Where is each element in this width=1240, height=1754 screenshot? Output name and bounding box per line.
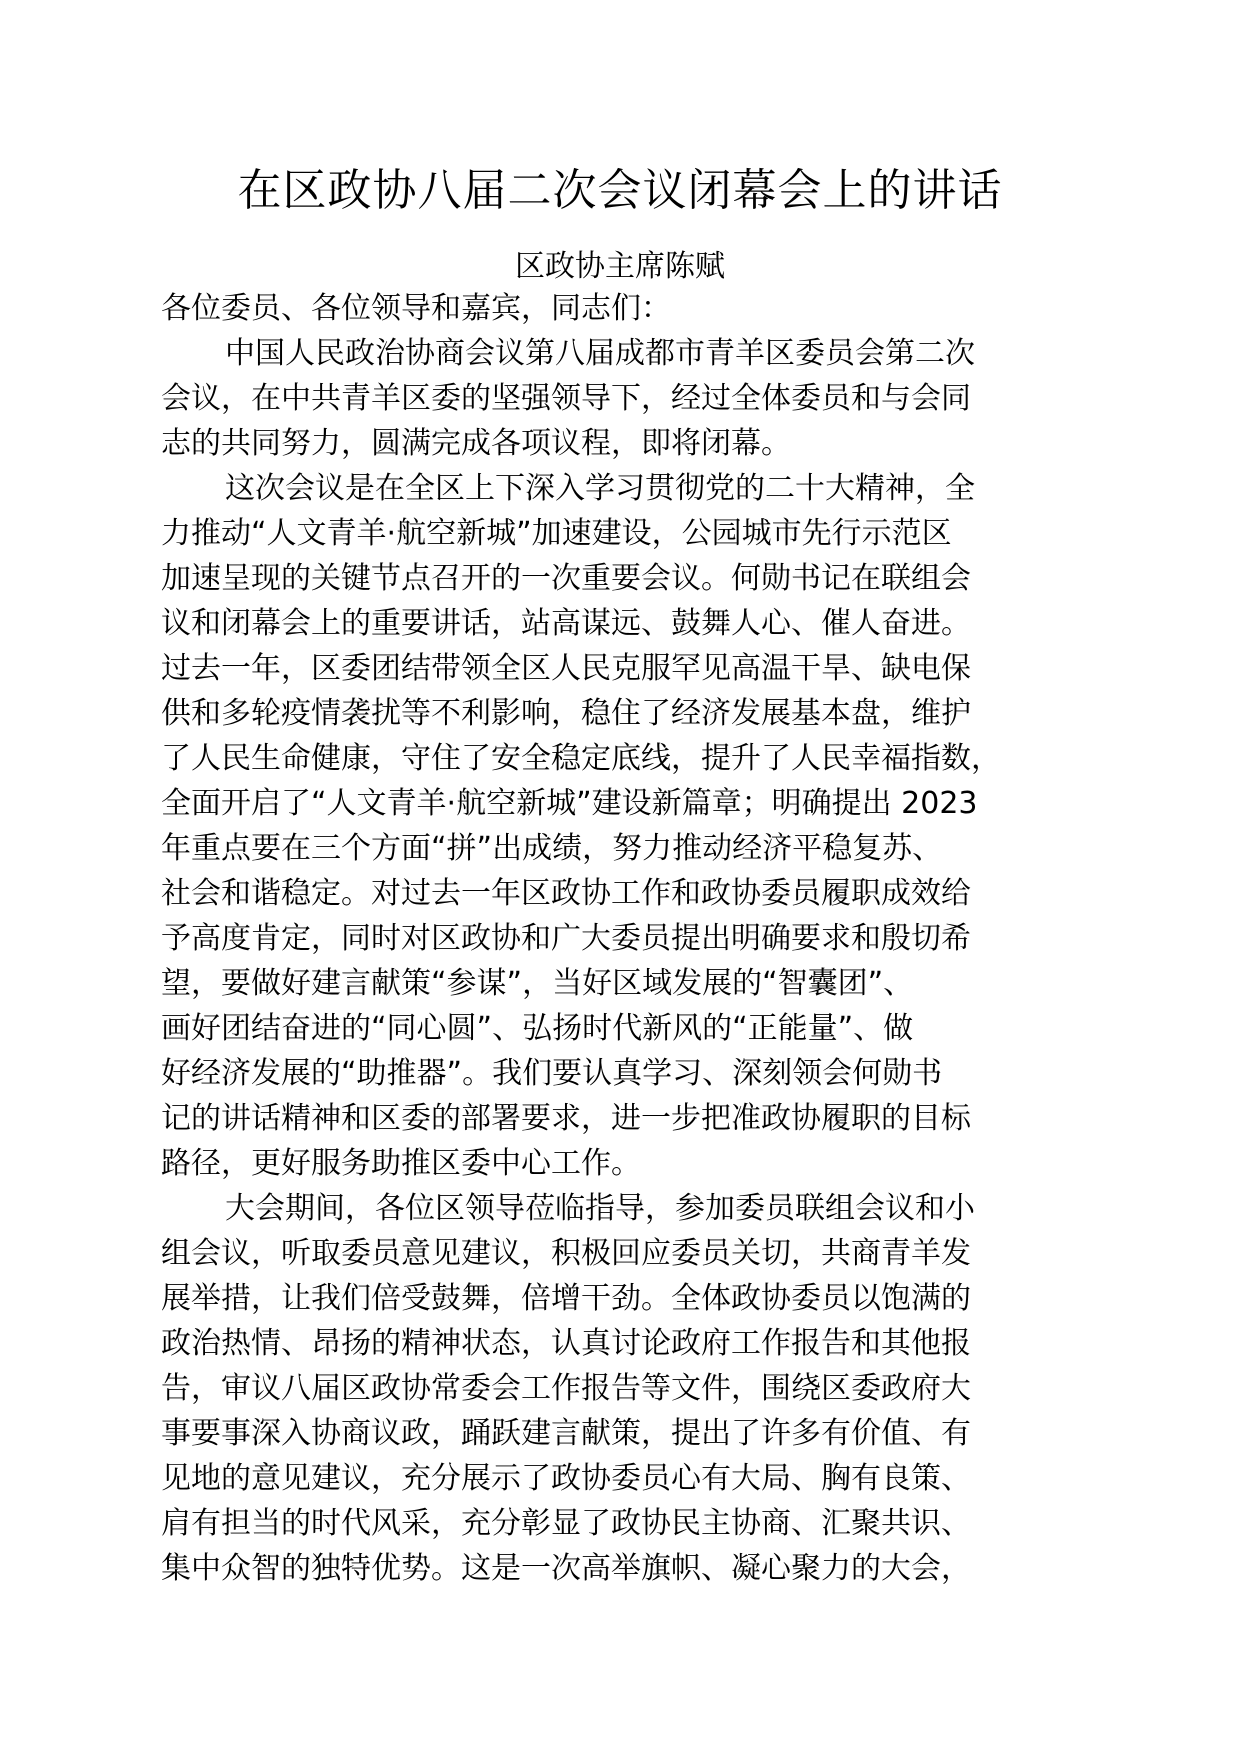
paragraph-line: 社会和谐稳定。对过去一年区政协工作和政协委员履职成效给 [161,876,971,911]
paragraph-line: 加速呈现的关键节点召开的一次重要会议。何勋书记在联组会 [161,561,971,596]
document-title: 在区政协八届二次会议闭幕会上的讲话 [237,165,1003,216]
paragraph-line: 见地的意见建议，充分展示了政协委员心有大局、胸有良策、 [161,1461,971,1496]
paragraph-line: 望，要做好建言献策“参谋”，当好区域发展的“智囊团”、 [161,966,914,1001]
paragraph-line: 集中众智的独特优势。这是一次高举旗帜、凝心聚力的大会， [161,1551,971,1586]
document-body [161,286,1121,1591]
paragraph-line: 这次会议是在全区上下深入学习贯彻党的二十大精神，全 [225,471,975,506]
paragraph-line: 展举措，让我们倍受鼓舞，倍增干劲。全体政协委员以饱满的 [161,1281,971,1316]
paragraph-line: 告，审议八届区政协常委会工作报告等文件，围绕区委政府大 [161,1371,971,1406]
paragraph-line: 中国人民政治协商会议第八届成都市青羊区委员会第二次 [225,336,975,371]
paragraph-line: 志的共同努力，圆满完成各项议程，即将闭幕。 [161,426,791,461]
paragraph-1 [161,331,1121,466]
paragraph-line: 会议，在中共青羊区委的坚强领导下，经过全体委员和与会同 [161,381,971,416]
paragraph-line: 画好团结奋进的“同心圆”、弘扬时代新风的“正能量”、做 [161,1011,914,1046]
paragraph-line: 大会期间，各位区领导莅临指导，参加委员联组会议和小 [225,1191,975,1226]
paragraph-3 [161,1186,1121,1591]
paragraph-line: 好经济发展的“助推器”。我们要认真学习、深刻领会何勋书 [161,1056,943,1091]
paragraph-line: 肩有担当的时代风采，充分彰显了政协民主协商、汇聚共识、 [161,1506,971,1541]
author-line: 区政协主席陈赋 [515,249,725,284]
paragraph-line: 年重点要在三个方面“拼”出成绩，努力推动经济平稳复苏、 [161,831,943,866]
paragraph-line: 记的讲话精神和区委的部署要求，进一步把准政协履职的目标 [161,1101,971,1136]
paragraph-line: 事要事深入协商议政，踊跃建言献策，提出了许多有价值、有 [161,1416,971,1451]
paragraph-line: 政治热情、昂扬的精神状态，认真讨论政府工作报告和其他报 [161,1326,971,1361]
paragraph-line: 了人民生命健康，守住了安全稳定底线，提升了人民幸福指数， [161,741,1001,776]
salutation: 各位委员、各位领导和嘉宾，同志们： [161,291,671,326]
paragraph-line: 力推动“人文青羊·航空新城”加速建设，公园城市先行示范区 [161,516,952,551]
paragraph-line: 供和多轮疫情袭扰等不利影响，稳住了经济发展基本盘，维护 [161,696,971,731]
paragraph-line: 全面开启了“人文青羊·航空新城”建设新篇章；明确提出 2023 [161,786,978,821]
paragraph-line: 组会议，听取委员意见建议，积极回应委员关切，共商青羊发 [161,1236,971,1271]
paragraph-line: 予高度肯定，同时对区政协和广大委员提出明确要求和殷切希 [161,921,971,956]
paragraph-line: 议和闭幕会上的重要讲话，站高谋远、鼓舞人心、催人奋进。 [161,606,971,641]
paragraph-2 [161,466,1121,1186]
paragraph-line: 路径，更好服务助推区委中心工作。 [161,1146,641,1181]
paragraph-line: 过去一年，区委团结带领全区人民克服罕见高温干旱、缺电保 [161,651,971,686]
